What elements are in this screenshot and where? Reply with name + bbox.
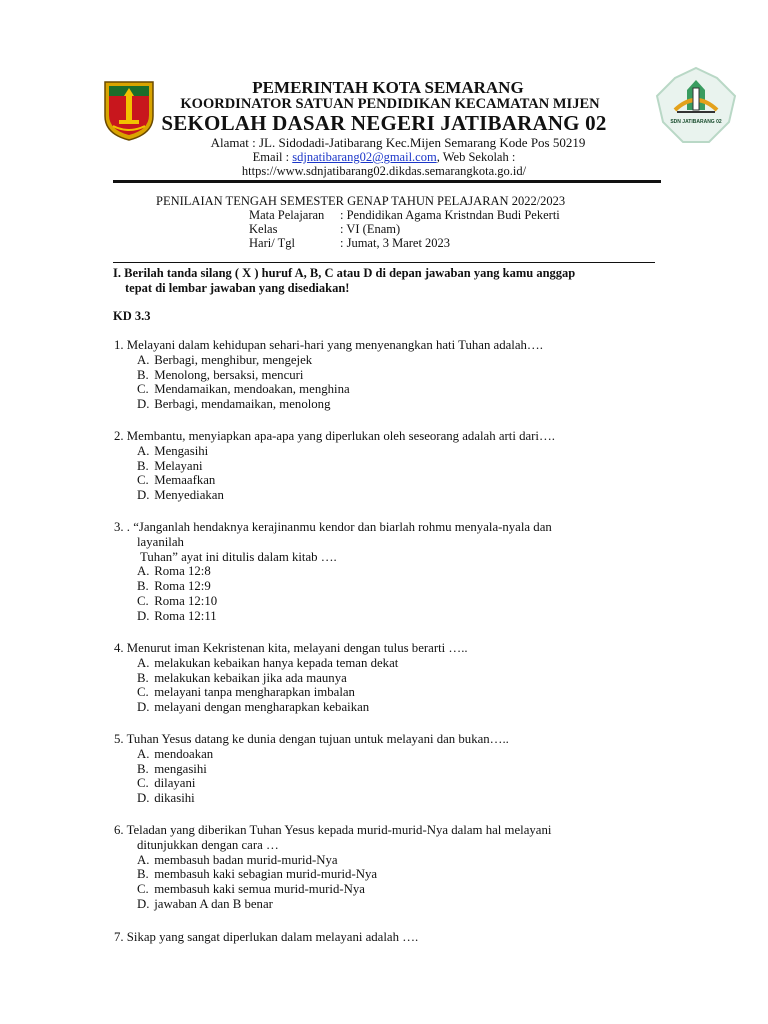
option: A. Roma 12:8 [137, 564, 211, 579]
exam-title: PENILAIAN TENGAH SEMESTER GENAP TAHUN PELAJARAN 2022/2023 [156, 194, 566, 208]
question-3 [114, 520, 654, 624]
info-row-class [249, 222, 400, 237]
question-text-cont: Tuhan” ayat ini ditulis dalam kitab …. [137, 549, 337, 564]
website-line: https://www.sdnjatibarang02.dikdas.semarangkota.go.id/ [241, 164, 527, 178]
option: A. membasuh badan murid-murid-Nya [137, 852, 338, 867]
option: C. dilayani [137, 776, 196, 791]
info-value: : Pendidikan Agama Kristndan Budi Pekerti [340, 208, 560, 222]
option: B. Roma 12:9 [137, 579, 211, 594]
info-value: : Jumat, 3 Maret 2023 [340, 236, 451, 250]
question-text-cont: ditunjukkan dengan cara … [137, 837, 279, 852]
option: A. Mengasihi [137, 443, 209, 458]
option: D. Menyediakan [137, 488, 224, 503]
svg-text:SDN JATIBARANG 02: SDN JATIBARANG 02 [670, 119, 722, 125]
info-label: Kelas [249, 222, 278, 236]
instruction-line-2: tepat di lembar jawaban yang disediakan! [125, 281, 350, 295]
option: D. jawaban A dan B benar [137, 896, 273, 911]
kd-heading: KD 3.3 [113, 309, 151, 323]
instruction-line-1: I. Berilah tanda silang ( X ) huruf A, B, C atau D di depan jawaban yang kamu anggap [113, 266, 576, 280]
question-6 [114, 823, 654, 912]
option: A. melakukan kebaikan hanya kepada teman dekat [137, 655, 399, 670]
email-link[interactable]: sdjnatibarang02@gmail.com [292, 150, 437, 164]
info-row-date [249, 236, 450, 251]
info-value: : VI (Enam) [340, 222, 401, 236]
option: A. Berbagi, menghibur, mengejek [137, 352, 313, 367]
question-text: 3. . “Janganlah hendaknya kerajinanmu kendor dan biarlah rohmu menyala-nyala dan [114, 520, 552, 534]
option: C. Mendamaikan, mendoakan, menghina [137, 382, 350, 397]
option: B. mengasihi [137, 761, 207, 776]
question-text-cont: layanilah [137, 534, 184, 549]
option: D. dikasihi [137, 791, 195, 806]
option: A. mendoakan [137, 746, 214, 761]
question-5 [114, 732, 654, 806]
web-prefix: , Web Sekolah : [436, 150, 516, 164]
option: C. Roma 12:10 [137, 593, 218, 608]
info-label: Mata Pelajaran [249, 208, 325, 222]
school-address: Alamat : JL. Sidodadi-Jatibarang Kec.Mijen Semarang Kode Pos 50219 [210, 135, 586, 150]
email-line [0, 150, 768, 165]
option: D. melayani dengan mengharapkan kebaikan [137, 700, 370, 715]
question-1 [114, 338, 654, 412]
email-prefix: Email : [252, 150, 293, 164]
letterhead-divider [113, 180, 661, 183]
question-text: 5. Tuhan Yesus datang ke dunia dengan tujuan untuk melayani dan bukan….. [114, 732, 509, 746]
option: C. melayani tanpa mengharapkan imbalan [137, 685, 355, 700]
instruction [113, 266, 653, 296]
question-text: 4. Menurut iman Kekristenan kita, melayani dengan tulus berarti ….. [114, 641, 468, 655]
option: C. Memaafkan [137, 473, 216, 488]
question-4 [114, 641, 654, 715]
info-row-subject [249, 208, 560, 223]
info-divider [113, 262, 655, 263]
option: B. membasuh kaki sebagian murid-murid-Nya [137, 867, 378, 882]
question-text: 1. Melayani dalam kehidupan sehari-hari yang menyenangkan hati Tuhan adalah…. [114, 338, 543, 352]
option: D. Berbagi, mendamaikan, menolong [137, 397, 331, 412]
option: C. membasuh kaki semua murid-murid-Nya [137, 882, 365, 897]
government-name: PEMERINTAH KOTA SEMARANG [252, 78, 524, 97]
coordinator-name: KOORDINATOR SATUAN PENDIDIKAN KECAMATAN MIJEN [180, 96, 600, 112]
info-label: Hari/ Tgl [249, 236, 295, 250]
school-name: SEKOLAH DASAR NEGERI JATIBARANG 02 [161, 111, 607, 135]
question-text: 7. Sikap yang sangat diperlukan dalam melayani adalah …. [114, 930, 419, 944]
option: B. Melayani [137, 458, 203, 473]
question-2 [114, 429, 654, 503]
question-text: 2. Membantu, menyiapkan apa-apa yang diperlukan oleh seseorang adalah arti dari…. [114, 429, 555, 443]
option: B. melakukan kebaikan jika ada maunya [137, 670, 347, 685]
question-7 [114, 930, 654, 945]
option: B. Menolong, bersaksi, mencuri [137, 367, 304, 382]
question-text: 6. Teladan yang diberikan Tuhan Yesus kepada murid-murid-Nya dalam hal melayani [114, 823, 552, 837]
option: D. Roma 12:11 [137, 608, 217, 623]
